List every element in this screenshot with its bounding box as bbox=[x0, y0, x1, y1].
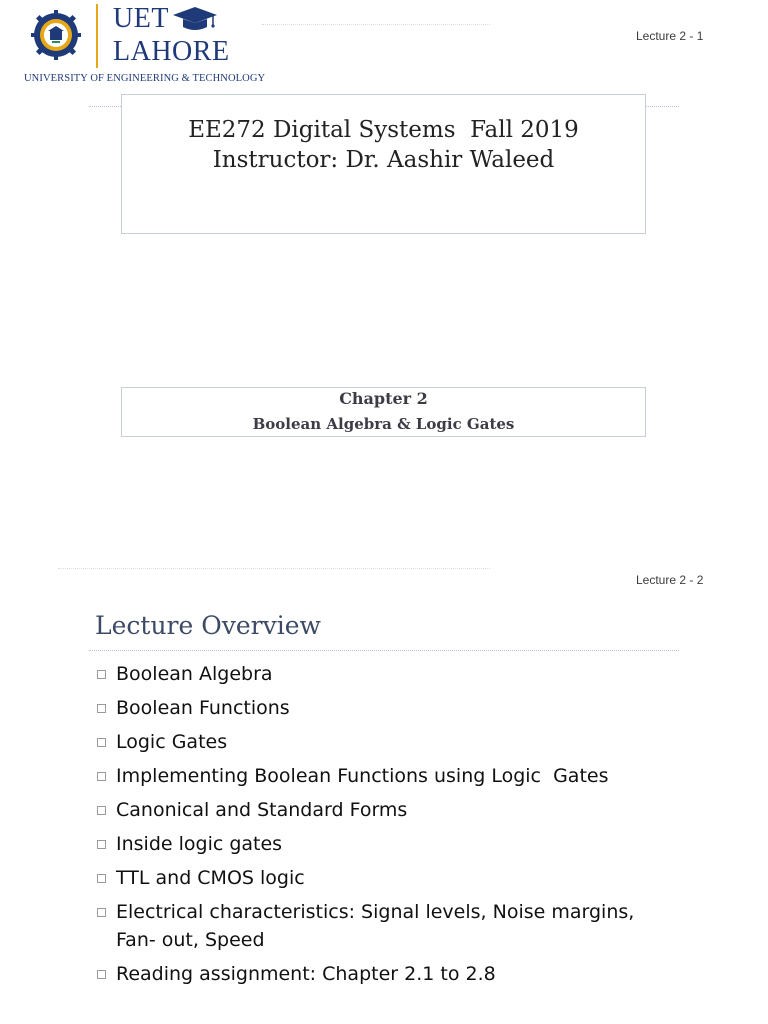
slide-title: Lecture Overview bbox=[95, 611, 321, 640]
list-item bbox=[95, 898, 695, 954]
chapter-box bbox=[121, 387, 646, 437]
square-bullet-icon bbox=[97, 704, 106, 713]
list-item bbox=[95, 864, 695, 892]
list-item bbox=[95, 728, 695, 756]
list-item bbox=[95, 660, 695, 688]
list-item bbox=[95, 960, 695, 988]
list-item bbox=[95, 762, 695, 790]
logo-university-text: UNIVERSITY OF ENGINEERING & TECHNOLOGY bbox=[24, 73, 266, 84]
chapter-title: Boolean Algebra & Logic Gates bbox=[252, 415, 515, 433]
square-bullet-icon bbox=[97, 874, 106, 883]
logo-lahore-text: LAHORE bbox=[113, 36, 230, 67]
square-bullet-icon bbox=[97, 738, 106, 747]
logo-divider bbox=[96, 4, 98, 68]
square-bullet-icon bbox=[97, 670, 106, 679]
list-item-text: Electrical characteristics: Signal levels, Noise margins, Fan- out, Speed bbox=[116, 901, 635, 951]
header-divider bbox=[262, 24, 490, 25]
title-divider bbox=[89, 650, 679, 651]
list-item bbox=[95, 796, 695, 824]
course-title: EE272 Digital Systems Fall 2019 bbox=[188, 117, 579, 143]
list-item-text: Logic Gates bbox=[116, 731, 228, 753]
square-bullet-icon bbox=[97, 970, 106, 979]
list-item-text: Boolean Functions bbox=[116, 697, 290, 719]
chapter-number: Chapter 2 bbox=[339, 389, 428, 408]
list-item-text: TTL and CMOS logic bbox=[116, 867, 305, 889]
instructor-name: Instructor: Dr. Aashir Waleed bbox=[212, 147, 555, 173]
square-bullet-icon bbox=[97, 908, 106, 917]
list-item bbox=[95, 694, 695, 722]
list-item-text: Boolean Algebra bbox=[116, 663, 273, 685]
university-seal-icon bbox=[31, 10, 81, 60]
lecture-number: Lecture 2 - 2 bbox=[636, 573, 704, 587]
graduation-cap-icon bbox=[171, 5, 219, 33]
title-box bbox=[121, 94, 646, 234]
list-item-text: Canonical and Standard Forms bbox=[116, 799, 408, 821]
lecture-number: Lecture 2 - 1 bbox=[636, 29, 704, 43]
square-bullet-icon bbox=[97, 806, 106, 815]
list-item bbox=[95, 830, 695, 858]
bullet-list bbox=[95, 660, 695, 994]
list-item-text: Reading assignment: Chapter 2.1 to 2.8 bbox=[116, 963, 496, 985]
list-item-text: Implementing Boolean Functions using Logic Gates bbox=[116, 765, 609, 787]
logo-uet-text: UET bbox=[113, 3, 169, 34]
square-bullet-icon bbox=[97, 840, 106, 849]
square-bullet-icon bbox=[97, 772, 106, 781]
list-item-text: Inside logic gates bbox=[116, 833, 283, 855]
header-divider bbox=[58, 568, 490, 569]
